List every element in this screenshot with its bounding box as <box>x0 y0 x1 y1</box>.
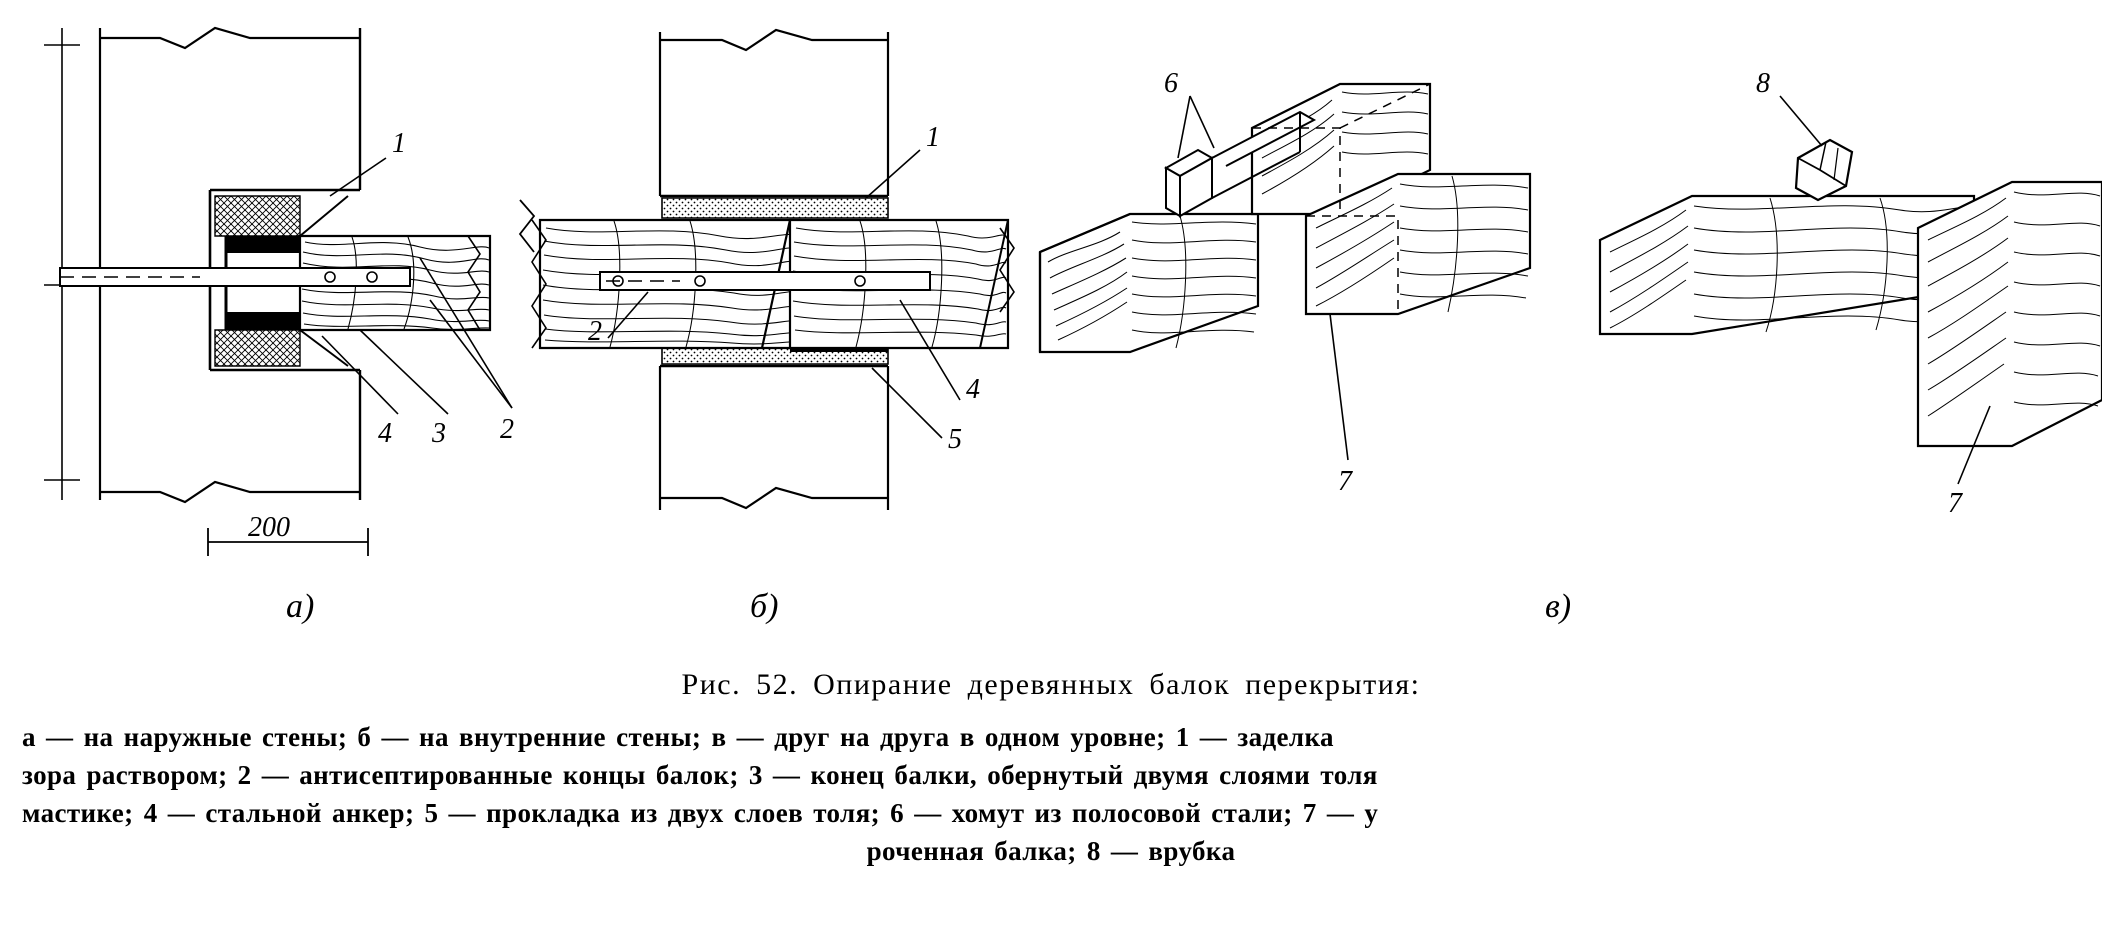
callout-a-2: 2 <box>500 414 514 445</box>
legend-line-4: роченная балка; 8 — врубка <box>866 836 1236 866</box>
panel-letter-a: а) <box>286 588 315 625</box>
callout-b-1: 1 <box>926 122 940 153</box>
legend-line-2: зора раствором; 2 — антисептированные концы балок; 3 — конец балки, обернутый двумя слоями толя <box>22 760 1378 790</box>
panel-letter-b: б) <box>750 588 779 625</box>
callout-b-4: 4 <box>966 374 980 405</box>
callout-v-8: 8 <box>1756 68 1770 99</box>
figure-caption <box>0 668 2102 702</box>
callout-a-1: 1 <box>392 128 406 159</box>
legend-line-1: а — на наружные стены; б — на внутренние стены; в — друг на друга в одном уровне; 1 — заделка <box>22 722 1334 752</box>
panel-letter-v: в) <box>1545 588 1572 625</box>
callout-b-5: 5 <box>948 424 962 455</box>
legend-line-3: мастике; 4 — стальной анкер; 5 — прокладка из двух слоев толя; 6 — хомут из полосовой стали; 7 — у <box>22 798 1379 828</box>
callout-v-6: 6 <box>1164 68 1178 99</box>
dimension-value: 200 <box>248 512 290 543</box>
panel-a-drawing <box>44 28 514 556</box>
panel-b-drawing <box>520 30 1014 510</box>
callout-v-7-right: 7 <box>1948 488 1962 519</box>
callout-v-7-left: 7 <box>1338 466 1352 497</box>
callout-b-2: 2 <box>588 316 602 347</box>
callout-a-3: 3 <box>432 418 446 449</box>
dimension-200 <box>208 512 368 556</box>
panel-v-drawing <box>1040 68 2102 519</box>
caption-title: Рис. 52. Опирание деревянных балок перекрытия: <box>681 668 1421 701</box>
figure-legend <box>0 718 2102 870</box>
callout-a-4: 4 <box>378 418 392 449</box>
